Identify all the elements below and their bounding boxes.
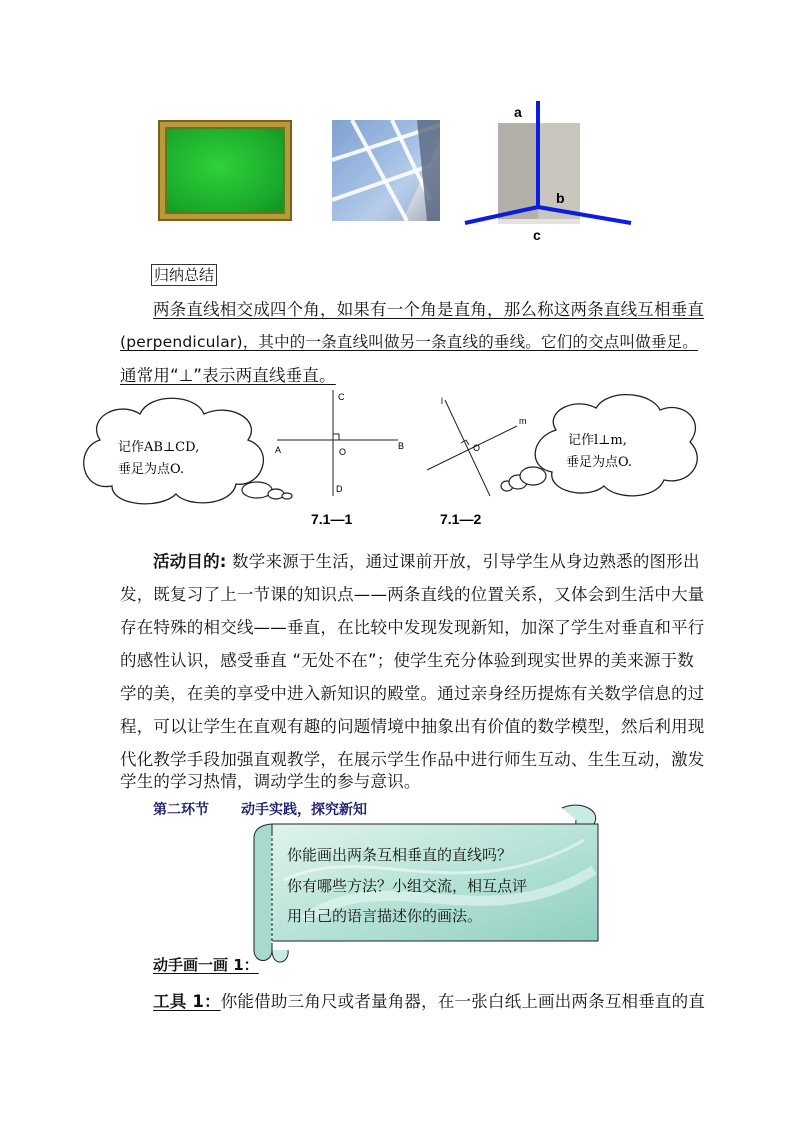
tool-1-text: 你能借助三角尺或者量角器，在一张白纸上画出两条互相垂直的直: [220, 992, 706, 1011]
room-corner-photo: [463, 96, 635, 242]
activity-line-6: 程，可以让学生在直观有趣的问题情境中抽象出有价值的数学模型，然后利用现: [120, 717, 705, 736]
fig1-label-d: D: [336, 484, 343, 494]
fig1-label-b: B: [398, 441, 405, 451]
summary-line-1: 两条直线相交成四个角，如果有一个角是直角，那么称这两条直线互相垂直: [153, 300, 705, 319]
figure-7-1-1: [277, 390, 398, 496]
draw-heading: 动手画一画 1：: [153, 956, 259, 974]
window-photo: [332, 120, 440, 221]
activity-line-5: 学的美，在美的享受中进入新知识的殿堂。通过亲身经历提炼有关数学信息的过: [120, 684, 705, 703]
corner-label-c: c: [533, 227, 541, 242]
fig1-label-c: C: [338, 392, 345, 402]
activity-line-3: 存在特殊的相交线——垂直，在比较中发现发现新知，加深了学生对垂直和平行: [120, 618, 705, 637]
right-cloud-line-2: 垂足为点O.: [566, 455, 633, 470]
fig1-caption: 7.1—1: [311, 511, 353, 527]
activity-text-1: 数学来源于生活，通过课前开放，引导学生从身边熟悉的图形出: [226, 552, 700, 571]
fig2-label-o: O: [473, 443, 481, 453]
perpendicular-figures: [0, 388, 794, 538]
activity-line-4: 的感性认识，感受垂直 “无处不在”；使学生充分体验到现实世界的美来源于数: [120, 651, 695, 670]
activity-line-7: 代化教学手段加强直观教学，在展示学生作品中进行师生互动、生生互动，激发: [120, 750, 705, 769]
activity-label: 活动目的:: [153, 552, 227, 571]
scroll-line-1: 你能画出两条互相垂直的直线吗？: [287, 846, 513, 864]
fig2-label-m: m: [519, 416, 527, 426]
summary-line-3: 通常用“⊥”表示两直线垂直。: [120, 366, 336, 385]
tool-1-line: [153, 988, 705, 1012]
fig1-label-a: A: [275, 445, 282, 455]
activity-line-8: 学生的学习热情，调动学生的参与意识。: [120, 772, 421, 791]
section-2-title: 动手实践，探究新知: [241, 802, 367, 818]
summary-heading: 归纳总结: [151, 264, 217, 286]
fig2-caption: 7.1—2: [440, 511, 482, 527]
corner-label-a: a: [514, 104, 522, 120]
summary-line-2: (perpendicular)，其中的一条直线叫做另一条直线的垂线。它们的交点叫做垂足。: [120, 333, 699, 351]
fig2-label-l: l: [441, 396, 443, 406]
fig1-label-o: O: [339, 447, 347, 457]
tool-1-label: 工具 1：: [153, 992, 221, 1011]
section-2-label: 第二环节: [153, 802, 209, 818]
right-cloud-line-1: 记作l⊥m,: [568, 433, 627, 448]
scroll-line-2: 你有哪些方法？小组交流，相互点评: [287, 877, 528, 895]
activity-line-1: [153, 548, 700, 572]
chalkboard-photo: [158, 120, 292, 221]
left-cloud-line-2: 垂足为点O.: [118, 462, 185, 477]
left-cloud-line-1: 记作AB⊥CD,: [118, 440, 200, 455]
scroll-line-3: 用自己的语言描述你的画法。: [287, 907, 483, 925]
activity-line-2: 发，既复习了上一节课的知识点——两条直线的位置关系，又体会到生活中大量: [120, 585, 705, 604]
corner-label-b: b: [556, 190, 565, 206]
